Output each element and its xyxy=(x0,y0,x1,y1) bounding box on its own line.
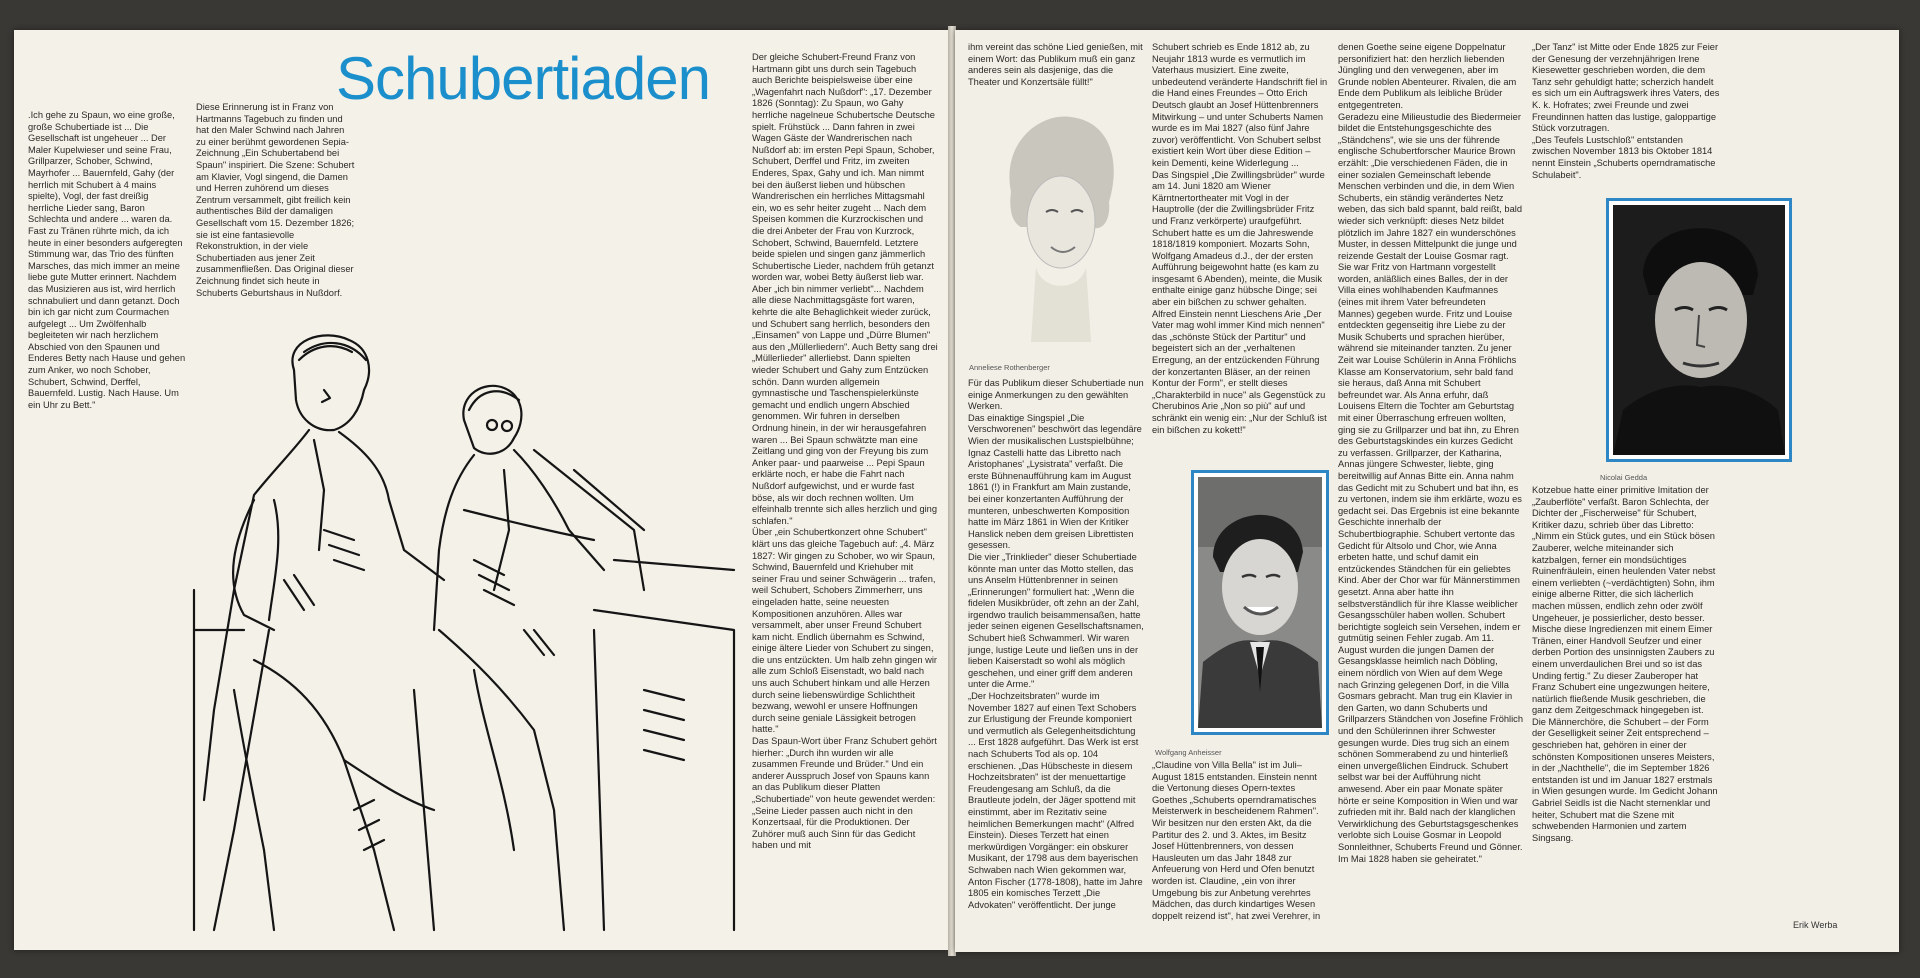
paragraph: Das Singspiel „Die Zwillingsbrüder" wurde am 14. Juni 1820 am Wiener Kärntnertortheater mit Vogl in der Hauptrolle (der die Zwillingsbrüder Fritz und Franz verkörperte) uraufgeführt. Schubert hatte es um die Jahreswende 1818/1819 komponiert. Mozarts Sohn, Wolfgang Amadeus d.J., der der ersten Aufführung beigewohnt hatte (es kam zu insgesamt 6 Abenden), meinte, die Musik enthalte einige ganz hübsche Dinge; sei aber ein bißchen zu schwer gehalten. Alfred Einstein nennt Lieschens Arie „Der Vater mag wohl immer Kind mich nennen" das „schönste Stück der Partitur" und begeistert sich an der „verhaltenen Erregung, an der entzückenden Führung der konzertanten Bläser, an der reinen Kontur der Form", er stellt dieses „Charakterbild in nuce" als Gegenstück zu Cherubinos Arie „Non so più" auf und schränkt ein wenig ein: „Nur der Schluß ist ein bißchen zu kokett!" xyxy=(1152,169,1327,435)
portrait-photo-1 xyxy=(991,102,1126,372)
paragraph: Das einaktige Singspiel „Die Verschworenen" beschwört das legendäre Wien der musikalischen Lustspielbühne; Ignaz Castelli hatte das Libretto nach Aristophanes' „Lysistrata" verfaßt. Die erste Bühnenaufführung kam im August 1861 (!) in Frankfurt am Main zustande, bei einer konzertanten Aufführung der munteren, unbeschwerten Komposition hatte im März 1861 in Wien der Kritiker Hanslick neben dem greisen Librettisten gesessen. xyxy=(968,412,1142,551)
portrait-image xyxy=(1198,477,1322,728)
right-page xyxy=(955,30,1899,952)
photo-caption: Anneliese Rothenberger xyxy=(969,363,1050,372)
paragraph: Die vier „Trinklieder" dieser Schubertiade könnte man unter das Motto stellen, das uns Anselm Hüttenbrenner in seinen „Erinnerungen" formuliert hat: „Wenn die fidelen Musikbrüder, oft zehn an der Zahl, irgendwo traulich beisammensaßen, hatte jeder seinen eigenen Gesellschaftsnamen, Schubert hieß Schwammerl. Wir waren junge, lustige Leute und ließen uns in der lieben Kaiserstadt so wohl als möglich geschehen, und einer griff dem anderen unter die Arme." xyxy=(968,551,1144,690)
paragraph: denen Goethe seine eigene Doppelnatur personifiziert hat: den herzlich liebenden Jüngling und den verwegenen, aber im Grunde noblen Abenteurer. Rivalen, die am Ende dem Publikum als leibliche Brüder entgegentreten. xyxy=(1338,42,1517,110)
text-column-4b xyxy=(1532,485,1722,930)
author-signature: Erik Werba xyxy=(1793,920,1838,930)
paragraph: Die Männerchöre, die Schubert – der Form der Geselligkeit seiner Zeit entsprechend – geschrieben hat, gehören in einer der schönsten Kompositionen unseres Meisters, in der „Nachthelle", die im September 1826 entstanden ist und im Januar 1827 erstmals in Wien gesungen wurde. Im Gedicht Johann Gabriel Seidls ist die Nacht sternenklar und heiter, Schubert mat die Szene mit schwebenden Harmonien und zartem Singsang. xyxy=(1532,716,1718,843)
left-page xyxy=(14,30,949,950)
portrait-photo-2 xyxy=(1191,470,1329,735)
paragraph: Über „ein Schubertkonzert ohne Schubert" klärt uns das gleiche Tagebuch auf: „4. März 1827: Wir gingen zu Schober, wo wir Spaun, Schwind, Bauernfeld und Kriehuber mit seiner Frau und seiner Schwägerin ... trafen, weil Schubert, Schobers Zimmerherr, uns eingeladen hatte, seine neuesten Kompositionen anzuhören. Alles war versammelt, aber unser Freund Schubert kam nicht. Endlich übernahm es Schwind, einige ältere Lieder von Schubert zu singen, die uns entzückten. Um halb zehn gingen wir alle zum Schloß Eisenstadt, wo bald nach uns auch Schubert hinkam und alle Herzen durch seine liebenswürdige Schlichtheit bezwang, wewohl er unsere Hoffnungen durch seine geniale Lässigkeit betrogen hatte." xyxy=(752,527,938,735)
paragraph: „Der Tanz" ist Mitte oder Ende 1825 zur Feier der Genesung der verzehnjährigen Irene Kiesewetter geschrieben worden, die dem Tanz sehr gehuldigt hatte; scherzich handelt es sich um ein Auftragswerk ihres Vaters, des K. k. Hofrates; zwei Freunde und zwei Freundinnen hatten das lustige, galoppartige Stück vorzutragen. xyxy=(1532,42,1720,134)
paragraph: Diese Erinnerung ist in Franz von Hartmanns Tagebuch zu finden und hat den Maler Schwind nach Jahren zu einer berühmt gewordenen Sepia-Zeichnung „Ein Schubertabend bei Spaun" inspiriert. Die Szene: Schubert am Klavier, Vogl singend, die Damen und Herren zuhörend um dieses Zentrum versammelt, gibt freilich kein authentisches Bild der damaligen Gesellschaft vom 15. Dezember 1826; sie ist eine fantasievolle Rekonstruktion, in der viele Schubertiaden aus jener Zeit zusammenfließen. Das Original dieser Zeichnung findet sich heute in Schuberts Geburtshaus in Nußdorf. xyxy=(196,102,355,298)
paragraph: „Der Hochzeitsbraten" wurde im November 1827 auf einen Text Schobers zur Erlustigung der Freunde komponiert und vermutlich als Gelegenheitsdichtung ... Erst 1828 aufgeführt. Das Werk ist erst nach Schuberts Tod als op. 104 erschienen. „Das Hübscheste in diesem Hochzeitsbraten" ist der menuettartige Freudengesang am Schluß, da die Brautleute jodeln, der Jäger spottend mit einstimmt, aber im Rezitativ seine heimlichen Bemerkungen macht" (Alfred Einstein). Dieses Terzett hat einen merkwürdigen Vorgänger: ein obskurer Musikant, der 1798 aus dem bayerischen Schwaben nach Wien gekommen war, Anton Fischer (1778-1808), hatte im Jahre 1805 ein komisches Terzett „Die Advokaten" veröffentlicht. Der junge xyxy=(968,691,1143,910)
text-column-1 xyxy=(28,110,186,410)
schubert-sketch-illustration xyxy=(174,330,744,940)
photo-caption: Nicolai Gedda xyxy=(1600,473,1648,482)
text-column-1b xyxy=(968,378,1144,948)
portrait-image xyxy=(991,102,1126,372)
portrait-photo-3 xyxy=(1606,198,1792,462)
paragraph: Der gleiche Schubert-Freund Franz von Hartmann gibt uns durch sein Tagebuch auch Berichte beispielsweise über eine „Wagenfahrt nach Nußdorf": „17. Dezember 1826 (Sonntag): Zu Spaun, wo Gahy herrliche nagelneue Schubertsche Deutsche spielt. Frühstück ... Dann fahren in zwei Wagen Gäste der Wandrerischen nach Nußdorf ab: im ersten Pepi Spaun, Schober, Schubert, Derffel und Fritz, im zweiten Enderes, Spax, Gahy und ich. Man nimmt bei den äußerst lieben und hübschen Wandrerischen ein herrliches Mittagsmahl ein, wo es sehr heiter zugeht ... Nach dem Speisen kommen die Kurzrockischen und die drei Anbeter der Frau von Kurzrock, Schobert, Schwind, Bauernfeld. Letztere beide spielen und singen ganz jämmerlich Schubertische Lieder, nachdem früh getanzt worden war, wobei Betty äußerst lieb war. Aber „ich bin nimmer verliebt"... Nachdem alle diese Nachmittagsgäste fort waren, kehrte die alte Behaglichkeit wieder zurück, und Schubert sang herrlich, besonders den „Einsamen" von Lappe und „Dürre Blumen" aus den „Müllerliedern". Auch Betty sang drei „Müllerlieder" allerliebst. Dann spielten wieder Schubert und Gahy zum Entzücken schön. Dann wurden allgemein gymnastische und Taschenspielerkünste gemacht und endlich ungern Abschied genommen. Wir fuhren in derselben Ordnung hinein, in der wir herausgefahren waren ... Bei Spaun schwätzte man eine Zeitlang und ging von der Freyung bis zum Anker paar- und paarweise ... Pepi Spaun erklärte noch, er habe die Fahrt nach Nußdorf aufgewichst, und er wurde fast böse, als wir doch rechnen wollten. Um elfeinhalb trennte sich alles herzlich und ging schlafen." xyxy=(752,52,938,526)
portrait-image xyxy=(1613,205,1785,455)
paragraph: Für das Publikum dieser Schubertiade nun einige Anmerkungen zu den gewählten Werken. xyxy=(968,378,1144,412)
text-column-3 xyxy=(1338,42,1524,950)
photo-caption: Wolfgang Anheisser xyxy=(1155,748,1222,757)
paragraph: Das Spaun-Wort über Franz Schubert gehört hierher: „Durch ihn wurden wir alle zusammen Freunde und Brüder." Und ein anderer Ausspruch Josef von Spauns kann an das Publikum dieser Platten „Schubertiade" von heute gewendet werden: „Seine Lieder passen auch nicht in den Konzertsaal, für die Produktionen. Der Zuhörer muß auch Sinn für das Gedicht haben und mit xyxy=(752,736,937,851)
text-column-2b xyxy=(1152,760,1330,950)
paragraph: Geradezu eine Milieustudie des Biedermeier bildet die Entstehungsgeschichte des „Ständchens", wie sie uns der führende englische Schubertforscher Maurice Brown erzählt: „Die verschiedenen Fäden, die in einer sozialen Gemeinschaft lebende Menschen verbinden und die, in dem Wien Schuberts, ein ständig verändertes Netz weben, das sich bald spannt, bald reißt, bald wieder sich verknüpft: dieses Netz bildet plötzlich im Jahre 1827 ein wunderschönes Muster, in dessen Mittelpunkt die junge und reizende Gestalt der Louise Gosmar ragt. Sie war Fritz von Hartmann vorgestellt worden, anläßlich eines Balles, der in der Villa eines wohlhabenden Kaufmannes (eines mit ihrem Vater befreundeten Mannes) gegeben wurde. Fritz und Louise entdeckten gegenseitig ihre Liebe zu der Musik Schuberts und sprachen hierüber, während sie miteinander tanzten. Zu jener Zeit war Louise Schülerin in Anna Fröhlichs Klasse am Konservatorium, sehr bald fand sie heraus, daß Anna mit Schubert befreundet war. Als Anna erfuhr, daß Louisens Eltern die Tochter am Geburtstag mit einer Überraschung erfreuen wollten, ging sie zu Grillparzer und bat ihn, zu Ehren des Geburtstagskindes ein kurzes Gedicht zu verfassen. Grillparzer, der Katharina, Annas jüngere Schwester, liebte, ging bereitwillig auf Annas Bitte ein. Anna nahm das Gedicht mit zu Schubert und bat ihn, es zu vertonen, indem sie ihm erklärte, wozu es gedacht sei. Das Ergebnis ist eine bekannte Geschichte innerhalb der Schubertbiographie. Schubert vertonte das Gedicht für Altsolo und Chor, wie Anna erbeten hatte, und schuf damit ein entzückendes Ständchen für ein geliebtes Kind. Aber der Chor war für Männerstimmen gesetzt. Anna aber hatte ihn selbstverständlich für ihre Klasse weiblicher Gesangsschüler haben wollen. Schubert berichtigte sogleich sein Versehen, indem er gutmütig seinen Fehler zugab. Am 11. August wurden die jungen Damen der Gesangsklasse heimlich nach Döbling, einem nördlich von Wien auf dem Wege nach Grinzing gelegenen Dorf, in die Villa Gosmars gebracht. Man trug ein Klavier in den Garten, wo dann Schuberts und Grillparzers Ständchen von Josefine Fröhlich und den Schülerinnen ihrer Schwester gesungen wurde. Dies trug sich an einem schönen Sommerabend zu und hinterließ einen unvergeßlichen Eindruck. Schubert selbst war bei der Aufführung nicht anwesend. Aber ein paar Monate später hörte er seine Komposition in Wien und war zufrieden mit ihr. Bald nach der klanglichen Verwirklichung des Geburtstagsgeschenkes verlobte sich Louise Gosmar in Leopold Sonnleithner, Schuberts Freund und Gönner. Im Mai 1828 haben sie geheiratet." xyxy=(1338,111,1523,864)
text-column-3 xyxy=(752,52,938,932)
paragraph: Kotzebue hatte einer primitive Imitation der „Zauberflöte" verfaßt. Baron Schlechta, der Dichter der „Fischerweise" für Schubert, Kritiker dazu, schrieb über das Libretto: „Nimm ein Stück gutes, und ein Stück bösen Zauberer, welche miteinander sich katzbalgen, ferner ein mondsüchtiges Ruinenfräulein, einen heulenden Vater nebst einem verliebten (~verdächtigten) Sohn, ihm einige alberne Ritter, die sich lächerlich machen müssen, endlich zehn oder zwölf Ungeheuer, je possierlicher, desto besser. Mische diese Ingredienzen mit einem Eimer Tränen, einer Handvoll Seufzer und einer derben Portion des unsinnigsten Zaubers zu einem unverdaulichen Brei und so ist das Unding fertig." Zu dieser Zauberoper hat Franz Schubert eine ungezwungen heitere, natürlich fließende Musik geschrieben, die ganz dem Zeitgeschmack hingegeben ist. xyxy=(1532,485,1716,716)
paragraph: .Ich gehe zu Spaun, wo eine große, große Schubertiade ist ... Die Gesellschaft ist ungeheuer ... Der Maler Kupelwieser und seine Frau, Grillparzer, Schober, Schwind, Mayrhofer ... Bauernfeld, Gahy (der herrlich mit Schubert à 4 mains spielte), Vogl, der fast dreißig herrliche Lieder sang, Baron Schlechta und andere ... waren da. Fast zu Tränen rührte mich, da ich heute in einer besonders aufgeregten Stimmung war, das Trio des fünften Marsches, das mich immer an meine liebe gute Mutter erinnert. Nachdem das Musizieren aus ist, wird herrlich schnabuliert und dann getanzt. Doch bin ich gar nicht zum Courmachen aufgelegt ... Um Zwölfenhalb begleiteten wir nach herzlichem Abschied von den Spaunen und Enderes Betty nach Hause und gehen zum Anker, wo noch Schober, Schubert, Schwind, Derffel, Bauernfeld. Lustig. Nach Hause. Um ein Uhr zu Bett." xyxy=(28,110,186,410)
page-title: Schubertiaden xyxy=(336,45,710,112)
paragraph: ihm vereint das schöne Lied genießen, mit einem Wort: das Publikum muß ein ganz anderes sein als dasjenige, das die Theater und Konzertsäle füllt!" xyxy=(968,42,1143,87)
paragraph: „Des Teufels Lustschloß" entstanden zwischen November 1813 bis Oktober 1814 nennt Einstein „Schuberts operndramatische Schulabeit". xyxy=(1532,134,1716,180)
text-column-2 xyxy=(1152,42,1330,457)
paragraph: „Claudine von Villa Bella" ist im Juli–August 1815 entstanden. Einstein nennt die Vertonung dieses Opern-textes Goethes „Schuberts operndramatisches Meisterwerk in bescheidenem Rahmen". Wir besitzen nur den ersten Akt, da die Partitur des 2. und 3. Aktes, im Besitz Josef Hüttenbrenners, von dessen Hausleuten um das Jahr 1848 zur Anfeuerung von Herd und Ofen benutzt worden ist. Claudine, „ein von ihrer Umgebung bis zur Anbetung verehrtes Mädchen, das durch kindartiges Wesen doppelt reizend ist", hat zwei Verehrer, in xyxy=(1152,760,1321,921)
paragraph: Schubert schrieb es Ende 1812 ab, zu Neujahr 1813 wurde es vermutlich im Vaterhaus musiziert. Eine zweite, unbedeutend veränderte Handschrift fiel in die Hand eines Freundes – Otto Erich Deutsch glaubt an Josef Hüttenbrenners Mitwirkung – und unter Schuberts Namen wurde es im Mai 1827 (also fünf Jahre zuvor) veröffentlicht. Von Schubert selbst existiert kein Wort über diese Edition – kein Dementi, keine Widerlegung ... xyxy=(1152,42,1328,168)
text-column-2 xyxy=(196,102,356,322)
text-column-4 xyxy=(1532,42,1722,202)
